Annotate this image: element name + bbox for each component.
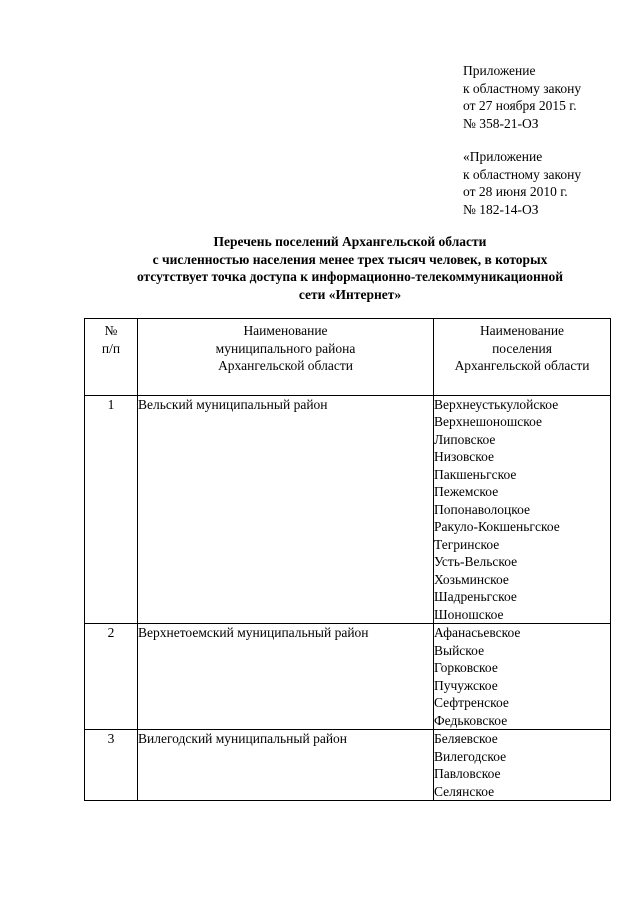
document-title <box>100 233 600 303</box>
settlement-name: Федьковское <box>434 712 508 728</box>
settlement-name: Липовское <box>434 431 496 447</box>
header-line: № <box>104 323 118 338</box>
settlement-name: Усть-Вельское <box>434 554 518 569</box>
settlement-name: Хозьминское <box>434 571 509 587</box>
title-line: Перечень поселений Архангельской области <box>213 234 487 249</box>
row-number: 2 <box>85 624 138 730</box>
settlement-name: Селянское <box>434 783 495 799</box>
settlement-name: Ракуло-Кокшеньгское <box>434 519 560 534</box>
row-number: 1 <box>85 395 138 624</box>
district-name: Верхнетоемский муниципальный район <box>138 624 434 730</box>
header-line: муниципального района <box>215 340 356 356</box>
table-header-row <box>85 319 611 396</box>
header-line: Архангельской области <box>218 358 353 373</box>
settlement-name: Горковское <box>434 660 498 675</box>
header-line: Архангельской области <box>454 358 590 373</box>
annex-line: «Приложение <box>463 149 543 164</box>
settlement-name: Шадреньгское <box>434 589 517 604</box>
settlement-name: Павловское <box>434 766 501 781</box>
settlement-name: Низовское <box>434 449 495 464</box>
annex-line: № 358-21-ОЗ <box>463 115 539 131</box>
settlement-name: Выйское <box>434 642 485 658</box>
annex-line: к областному закону <box>463 166 582 182</box>
settlement-name: Верхнеустькулойское <box>434 396 559 412</box>
annex-line: Приложение <box>463 63 536 78</box>
title-line: сети «Интернет» <box>298 286 402 302</box>
header-line: Наименование <box>243 323 328 338</box>
district-name: Вилегодский муниципальный район <box>138 730 434 801</box>
annex-line: к областному закону <box>463 80 582 96</box>
table-row <box>85 395 611 624</box>
settlement-name: Пакшеньгское <box>434 466 517 482</box>
settlement-name: Афанасьевское <box>434 625 521 640</box>
annex-line: от 28 июня 2010 г. <box>463 184 568 199</box>
settlement-name: Пучужское <box>434 677 498 693</box>
table-row <box>85 624 611 730</box>
annex-header-original <box>463 148 581 218</box>
settlement-name: Шоношское <box>434 606 504 622</box>
header-line: поселения <box>492 340 552 356</box>
row-number: 3 <box>85 730 138 801</box>
settlement-name: Вилегодское <box>434 748 507 764</box>
header-district <box>138 319 434 396</box>
district-name: Вельский муниципальный район <box>138 395 434 624</box>
settlement-list <box>434 624 611 730</box>
settlement-name: Верхнешоношское <box>434 414 542 429</box>
title-line: с численностью населения менее трех тысяч человек, в которых <box>152 251 548 267</box>
header-settlement <box>434 319 611 396</box>
table-row <box>85 730 611 801</box>
settlements-table <box>84 318 611 801</box>
settlement-name: Пежемское <box>434 484 499 499</box>
annex-line: № 182-14-ОЗ <box>463 201 539 217</box>
header-line: п/п <box>101 340 121 356</box>
title-line: отсутствует точка доступа к информационно-телекоммуникационной <box>136 269 564 284</box>
settlement-name: Попонаволоцкое <box>434 501 531 517</box>
header-number <box>85 319 138 396</box>
annex-line: от 27 ноября 2015 г. <box>463 98 577 113</box>
annex-header-current <box>463 62 581 132</box>
settlement-list <box>434 730 611 801</box>
settlement-name: Тегринское <box>434 536 500 552</box>
settlement-list <box>434 395 611 624</box>
settlement-name: Беляевское <box>434 731 498 746</box>
settlement-name: Сефтренское <box>434 695 509 710</box>
header-line: Наименование <box>479 323 565 338</box>
